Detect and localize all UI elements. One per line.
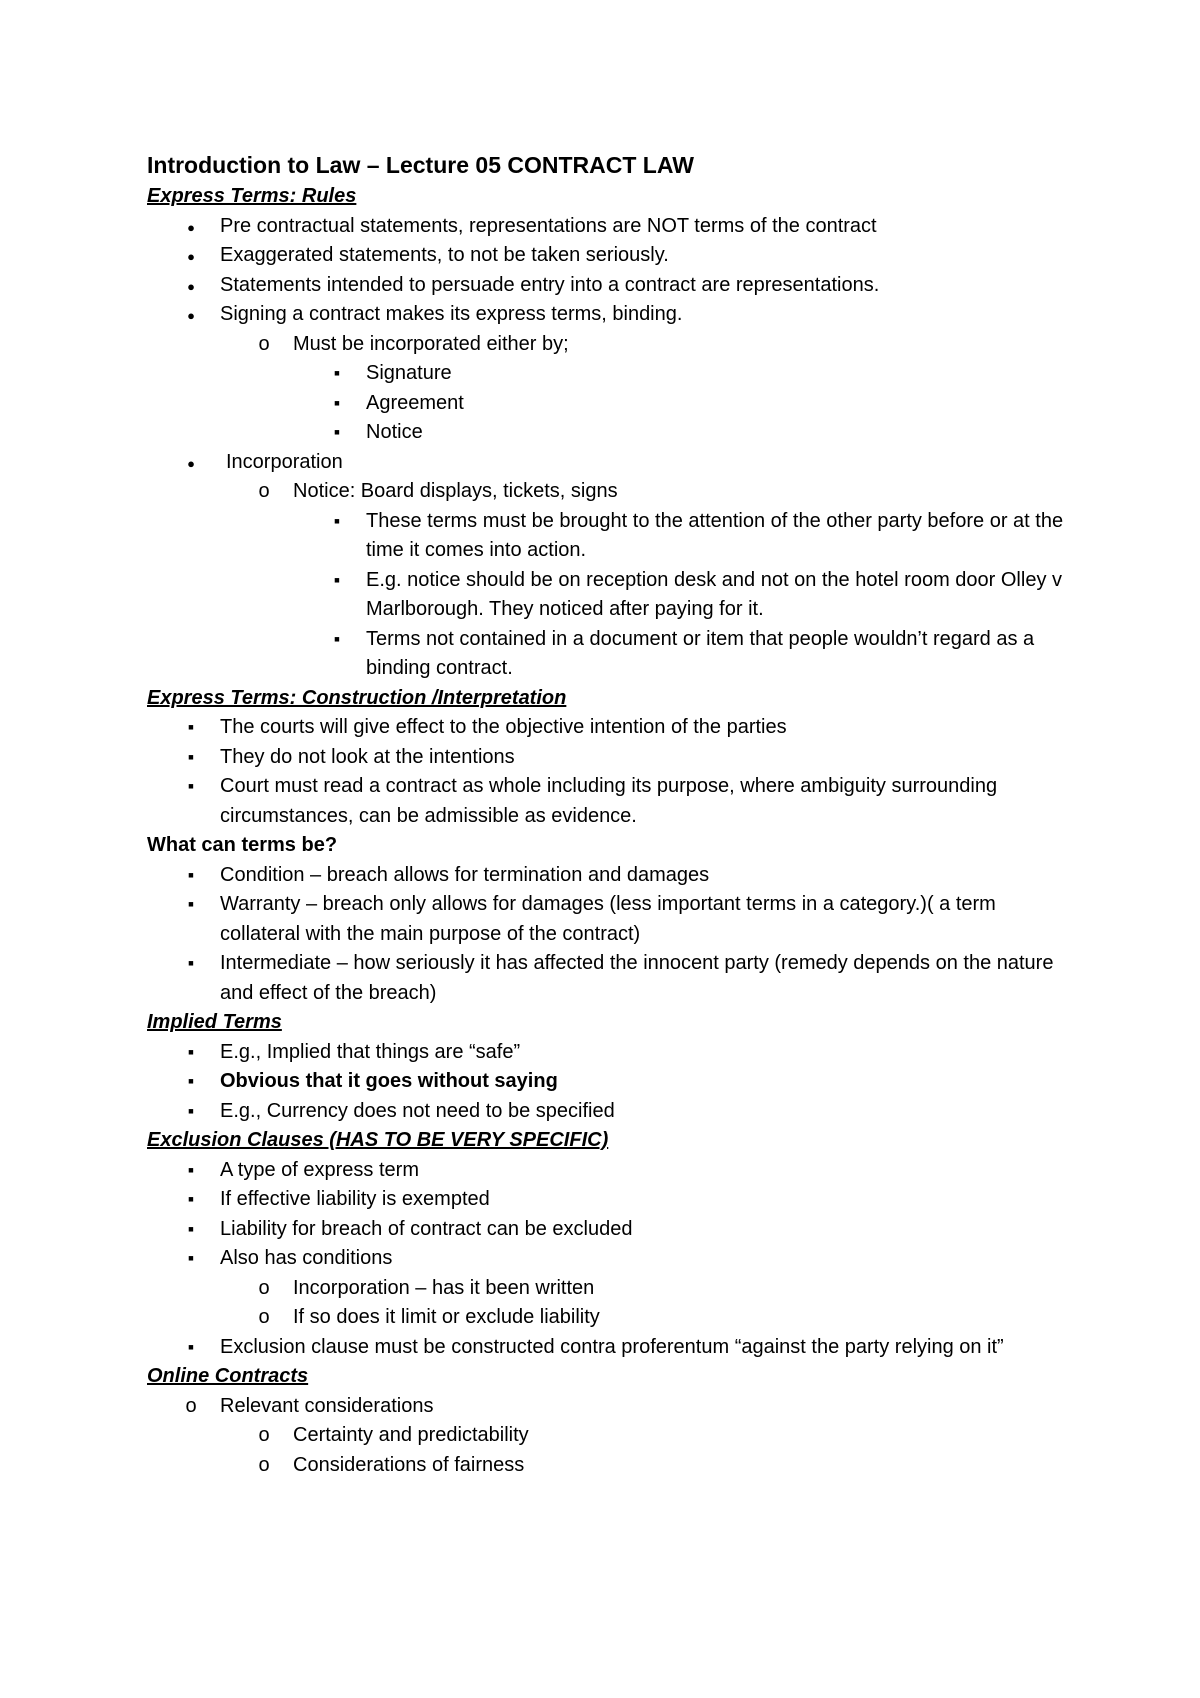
list-item [147, 1067, 1077, 1097]
list-item [147, 418, 1077, 448]
list-item-text: Warranty – breach only allows for damages (less important terms in a category.)( a term collateral with the main purpose of the contract) [220, 893, 996, 945]
square-bullet-icon [327, 566, 347, 596]
list-item-text: E.g., Currency does not need to be specified [220, 1099, 615, 1122]
section-heading-exclusion: Exclusion Clauses (HAS TO BE VERY SPECIFIC) [147, 1129, 609, 1151]
square-bullet-icon [181, 861, 201, 891]
square-bullet-icon [181, 1215, 201, 1245]
list-item [147, 1333, 1077, 1363]
square-bullet-icon [327, 418, 347, 448]
list-item-text: Notice [366, 421, 423, 443]
list-item [147, 1274, 1077, 1304]
list-item [147, 566, 1077, 625]
list-item [147, 890, 1077, 949]
list-item [147, 1244, 1077, 1274]
list-item-text: Must be incorporated either by; [293, 332, 569, 355]
square-bullet-icon [181, 1185, 201, 1215]
list-item [147, 861, 1077, 891]
square-bullet-icon [327, 359, 347, 389]
bullet-icon [181, 300, 201, 331]
list-item-text: Relevant considerations [220, 1394, 434, 1417]
list-item-text: Signing a contract makes its express terms, binding. [220, 303, 683, 325]
list-item-text: E.g., Implied that things are “safe” [220, 1040, 521, 1063]
section-heading-what-terms: What can terms be? [147, 834, 338, 856]
implied-list [147, 1038, 1077, 1127]
square-bullet-icon [181, 949, 201, 979]
list-item-text: Intermediate – how seriously it has affected the innocent party (remedy depends on the nature and effect of the breach) [220, 952, 1054, 1004]
bullet-icon [181, 271, 201, 302]
list-item-text: Considerations of fairness [293, 1453, 525, 1476]
circle-bullet-icon [254, 1274, 274, 1304]
list-item-text: If so does it limit or exclude liability [293, 1306, 600, 1328]
list-item [147, 743, 1077, 773]
list-item-text: Court must read a contract as whole including its purpose, where ambiguity surrounding circumstances, can be admissible as evidence. [220, 775, 998, 827]
section-heading-online: Online Contracts [147, 1365, 309, 1387]
square-bullet-icon [181, 890, 201, 920]
lecture-notes [147, 149, 1077, 1480]
square-bullet-icon [181, 772, 201, 802]
circle-bullet-icon [254, 1421, 274, 1451]
circle-bullet-icon [254, 330, 274, 360]
circle-bullet-icon [181, 1392, 201, 1422]
list-item-text: Certainty and predictability [293, 1424, 529, 1446]
list-item [147, 241, 1077, 271]
list-item [147, 1303, 1077, 1333]
list-item [147, 271, 1077, 301]
list-item-text: Exclusion clause must be constructed contra proferentum “against the party relying on it” [220, 1335, 1004, 1358]
circle-bullet-icon [254, 1303, 274, 1333]
list-item-text: Statements intended to persuade entry into a contract are representations. [220, 273, 880, 296]
square-bullet-icon [327, 507, 347, 537]
list-item-text: Liability for breach of contract can be excluded [220, 1217, 633, 1240]
square-bullet-icon [181, 1097, 201, 1127]
square-bullet-icon [181, 1067, 201, 1097]
list-item-text: Notice: Board displays, tickets, signs [293, 480, 618, 502]
section-heading-implied: Implied Terms [147, 1011, 282, 1033]
list-item [147, 507, 1077, 566]
square-bullet-icon [181, 743, 201, 773]
list-item-text: Signature [366, 362, 452, 384]
list-item-text: They do not look at the intentions [220, 745, 515, 768]
list-item [147, 949, 1077, 1008]
page-title: Introduction to Law – Lecture 05 CONTRACT LAW [147, 152, 694, 178]
construction-list [147, 713, 1077, 831]
list-item-text: Agreement [366, 391, 464, 414]
square-bullet-icon [181, 1333, 201, 1363]
list-item [147, 1038, 1077, 1068]
square-bullet-icon [181, 713, 201, 743]
square-bullet-icon [181, 1244, 201, 1274]
list-item [147, 625, 1077, 684]
exclusion-list [147, 1156, 1077, 1363]
bullet-icon [181, 212, 201, 243]
online-list [147, 1392, 1077, 1481]
list-item-text: Also has conditions [220, 1247, 393, 1269]
list-item [147, 448, 1077, 478]
section-heading-construction: Express Terms: Construction /Interpretation [147, 686, 567, 709]
list-item [147, 1097, 1077, 1127]
what-terms-list [147, 861, 1077, 1009]
list-item [147, 1392, 1077, 1422]
list-item-text: Terms not contained in a document or item that people wouldn’t regard as a binding contract. [366, 627, 1035, 679]
list-item [147, 212, 1077, 242]
list-item-text: Exaggerated statements, to not be taken seriously. [220, 244, 669, 266]
list-item-text: Incorporation – has it been written [293, 1276, 595, 1299]
list-item [147, 1215, 1077, 1245]
square-bullet-icon [327, 625, 347, 655]
list-item-text: A type of express term [220, 1158, 419, 1181]
list-item [147, 1185, 1077, 1215]
list-item-text: E.g. notice should be on reception desk and not on the hotel room door Olley v Marlborough. They noticed after paying for it. [366, 568, 1062, 620]
list-item [147, 1156, 1077, 1186]
list-item [147, 477, 1077, 507]
list-item [147, 1421, 1077, 1451]
square-bullet-icon [181, 1038, 201, 1068]
circle-bullet-icon [254, 1451, 274, 1481]
list-item-text: The courts will give effect to the objective intention of the parties [220, 716, 787, 738]
list-item [147, 713, 1077, 743]
express-rules-list [147, 212, 1077, 684]
list-item-text: Condition – breach allows for termination and damages [220, 863, 710, 886]
list-item [147, 330, 1077, 360]
list-item-text: Obvious that it goes without saying [220, 1070, 558, 1092]
list-item-text: Pre contractual statements, representations are NOT terms of the contract [220, 214, 877, 237]
list-item-text: These terms must be brought to the attention of the other party before or at the time it comes into action. [366, 509, 1064, 561]
bullet-icon [181, 448, 201, 479]
list-item [147, 1451, 1077, 1481]
square-bullet-icon [181, 1156, 201, 1186]
section-heading-express-rules: Express Terms: Rules [147, 185, 357, 207]
circle-bullet-icon [254, 477, 274, 507]
list-item [147, 772, 1077, 831]
list-item [147, 389, 1077, 419]
list-item-text: Incorporation [226, 450, 343, 473]
list-item [147, 300, 1077, 330]
bullet-icon [181, 241, 201, 272]
list-item-text: If effective liability is exempted [220, 1188, 490, 1210]
square-bullet-icon [327, 389, 347, 419]
list-item [147, 359, 1077, 389]
